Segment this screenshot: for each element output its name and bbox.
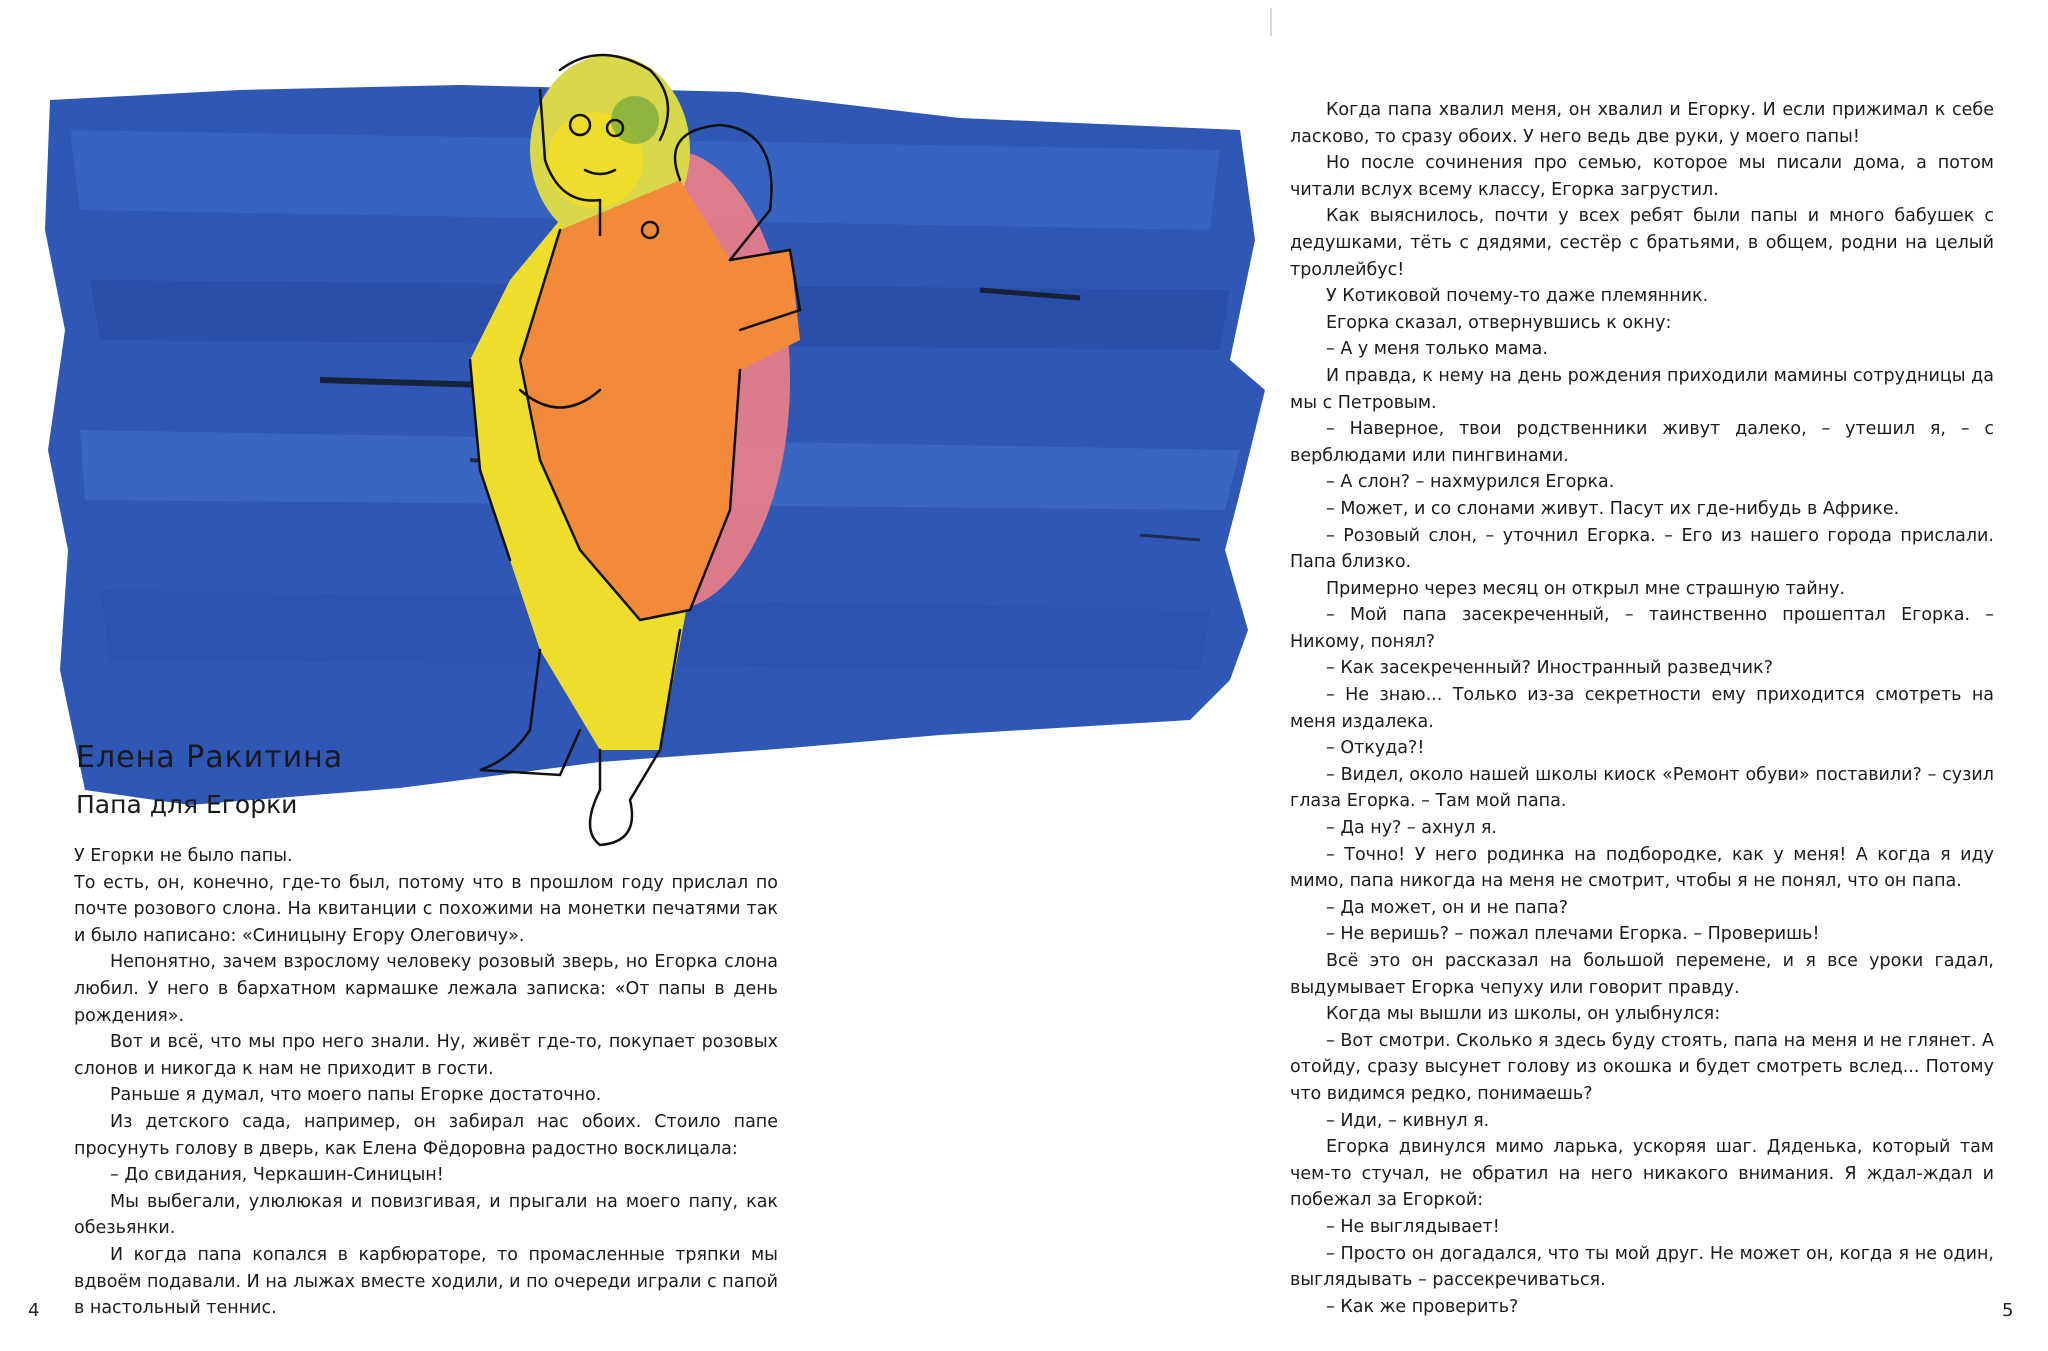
paragraph: – А у меня только мама. [1326, 339, 1548, 360]
paragraph: И когда папа копался в карбюраторе, то промасленные тряпки мы вдвоём подавали. И на лыжах вместе ходили, и по очереди играли с папой в настольный теннис. [74, 1244, 778, 1319]
paragraph: – А слон? – нахмурился Егорка. [1326, 472, 1615, 493]
left-page-text [74, 843, 778, 1322]
paragraph: Егорка двинулся мимо ларька, ускоряя шаг. Дяденька, который там чем-то стучал, не обратил на него никакого внимания. Я ждал-ждал и побежал за Егоркой: [1290, 1137, 1994, 1211]
right-page-text [1290, 97, 1994, 1320]
paragraph: – Да ну? – ахнул я. [1326, 818, 1497, 839]
paragraph: И правда, к нему на день рождения приходили мамины сотрудницы да мы с Петровым. [1290, 365, 1994, 413]
paragraph: Из детского сада, например, он забирал нас обоих. Стоило папе просунуть голову в дверь, как Елена Фёдоровна радостно восклицала: [74, 1111, 778, 1159]
paragraph: – Иди, – кивнул я. [1326, 1110, 1490, 1131]
paragraph: Вот и всё, что мы про него знали. Ну, живёт где-то, покупает розовых слонов и никогда к нам не приходит в гости. [74, 1032, 778, 1079]
paragraph: – Не выглядывает! [1326, 1216, 1500, 1237]
author-name: Елена Ракитина [76, 740, 344, 775]
paragraph: – Как же проверить? [1326, 1296, 1519, 1317]
paragraph: Всё это он рассказал на большой перемене, и я все уроки гадал, выдумывает Егорка чепуху или говорит правду. [1290, 951, 1994, 998]
paragraph: Раньше я думал, что моего папы Егорке достаточно. [110, 1085, 602, 1106]
paragraph: Как выяснилось, почти у всех ребят были папы и много бабушек с дедушками, тёть с дядями, сестёр с братьями, в общем, родни на целый троллейбус! [1290, 206, 1994, 280]
paragraph: У Егорки не было папы. [74, 846, 293, 866]
paragraph: Егорка сказал, отвернувшись к окну: [1326, 312, 1672, 333]
page-number-left: 4 [28, 1300, 40, 1321]
paragraph: Когда мы вышли из школы, он улыбнулся: [1326, 1004, 1721, 1025]
page-number-right: 5 [2002, 1300, 2014, 1321]
paragraph: – Вот смотри. Сколько я здесь буду стоять, папа на меня и не глянет. А отойду, сразу высунет голову из окошка и будет смотреть вслед... Потому что видимся редко, понимаешь? [1290, 1030, 1994, 1104]
paragraph: – Видел, около нашей школы киоск «Ремонт обуви» поставили? – сузил глаза Егорка. – Там мой папа. [1290, 764, 1994, 812]
paragraph: – Точно! У него родинка на подбородке, как у меня! А когда я иду мимо, папа никогда на меня не смотрит, чтобы я не понял, что он папа. [1290, 844, 1994, 892]
paragraph: – Не знаю... Только из-за секретности ему приходится смотреть на меня издалека. [1290, 685, 1994, 732]
paragraph: – Откуда?! [1326, 738, 1425, 759]
paragraph: Непонятно, зачем взрослому человеку розовый зверь, но Егорка слона любил. У него в бархатном кармашке лежала записка: «От папы в день рождения». [74, 952, 778, 1026]
paragraph: – Может, и со слонами живут. Пасут их где-нибудь в Африке. [1326, 498, 1900, 519]
paragraph: – Просто он догадался, что ты мой друг. Не может он, когда я не один, выглядывать – рассекречиваться. [1290, 1243, 1994, 1291]
paragraph: У Котиковой почему-то даже племянник. [1326, 286, 1709, 307]
paragraph: – До свидания, Черкашин-Синицын! [110, 1165, 444, 1186]
paragraph: – Да может, он и не папа? [1326, 897, 1569, 918]
paragraph: – Розовый слон, – уточнил Егорка. – Его из нашего города прислали. Папа близко. [1290, 525, 1994, 573]
paragraph: Мы выбегали, улюлюкая и повизгивая, и прыгали на моего папу, как обезьянки. [74, 1191, 778, 1239]
story-title: Папа для Егорки [76, 790, 298, 819]
boy-holding-pink-elephant-illustration [40, 30, 1280, 860]
paragraph: – Мой папа засекреченный, – таинственно прошептал Егорка. – Никому, понял? [1290, 605, 1994, 652]
paragraph: – Как засекреченный? Иностранный разведчик? [1326, 658, 1773, 679]
paragraph: – Не веришь? – пожал плечами Егорка. – Проверишь! [1326, 924, 1820, 945]
paragraph: – Наверное, твои родственники живут далеко, – утешил я, – с верблюдами или пингвинами. [1290, 419, 1994, 466]
paragraph: Но после сочинения про семью, которое мы писали дома, а потом читали вслух всему классу, Егорка загрустил. [1290, 153, 1994, 200]
paragraph: То есть, он, конечно, где-то был, потому что в прошлом году прислал по почте розового слона. На квитанции с похожими на монетки печатями так и было написано: «Синицыну Егору Олеговичу». [74, 872, 778, 946]
paragraph: Когда папа хвалил меня, он хвалил и Егорку. И если прижимал к себе ласково, то сразу обоих. У него ведь две руки, у моего папы! [1290, 100, 1994, 147]
paragraph: Примерно через месяц он открыл мне страшную тайну. [1326, 578, 1846, 599]
